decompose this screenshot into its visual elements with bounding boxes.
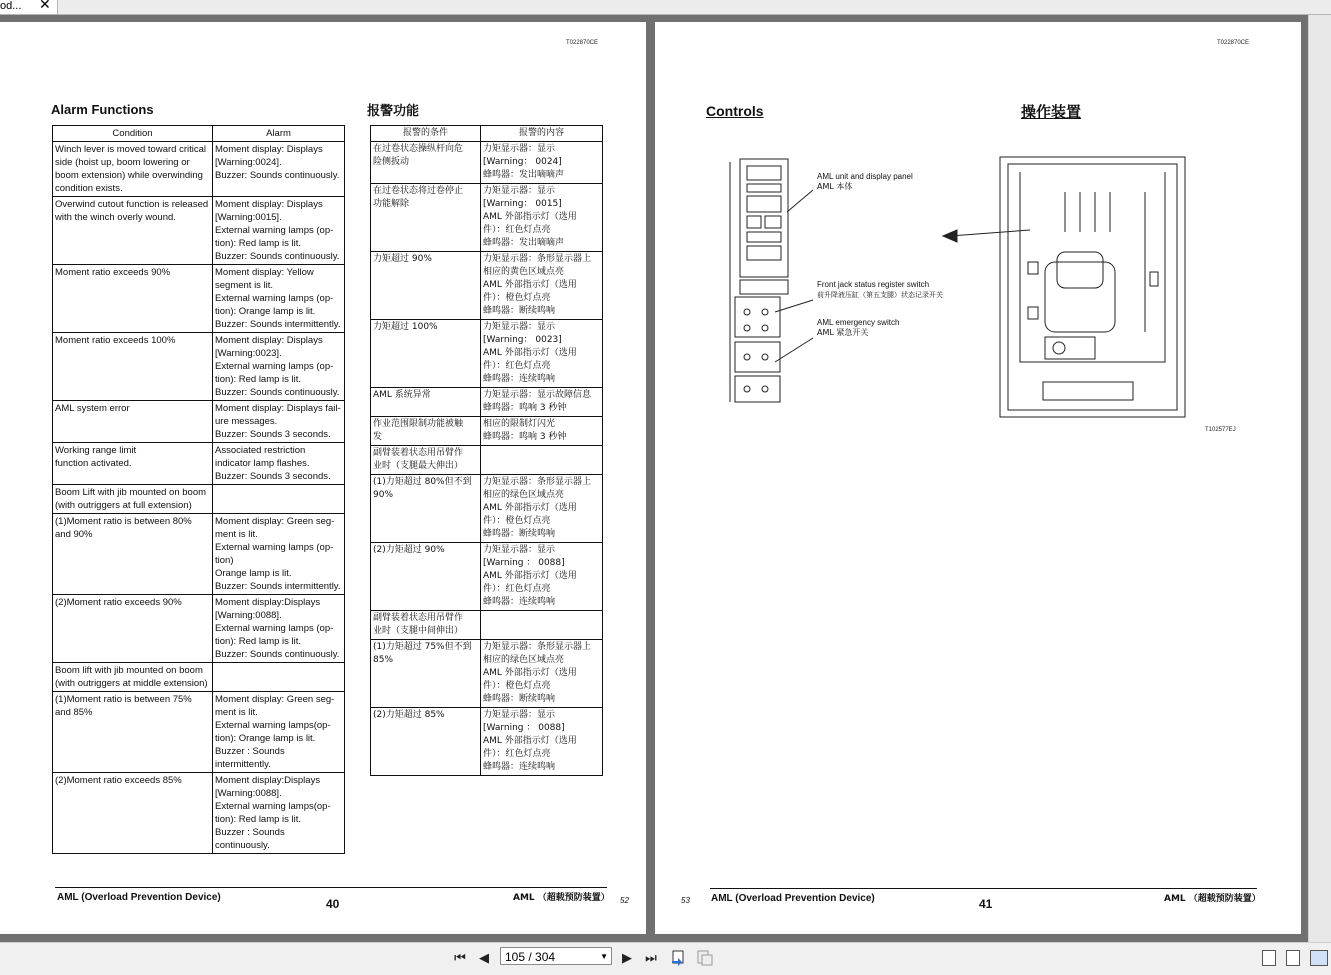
- navigation-toolbar: [0, 942, 1331, 975]
- alarm-cell: 力矩显示器：显示 [Warning： 0015] AML 外部指示灯（选用 件）：红色灯点亮 蜂鸣器：发出嘀嘀声: [481, 184, 603, 252]
- condition-cell: (1)力矩超过 75%但不到 85%: [371, 640, 481, 708]
- table-row: [53, 333, 345, 401]
- page-number: 41: [979, 897, 993, 911]
- label-aml-unit: AML unit and display panel: [817, 172, 913, 181]
- alarm-cell: 力矩显示器：条形显示器上 相应的黄色区域点亮 AML 外部指示灯（选用 件）：橙色灯点亮 蜂鸣器：断续鸣响: [481, 252, 603, 320]
- tab-bar: [0, 0, 1331, 15]
- condition-cell: 力矩超过 100%: [371, 320, 481, 388]
- label-aml-unit-cn: AML 本体: [817, 182, 853, 191]
- next-view-icon[interactable]: [696, 949, 714, 967]
- doc-code: T022870CE: [566, 40, 599, 46]
- footer-title-cn: AML （超载预防装置）: [1164, 894, 1261, 904]
- margin-note: 52: [620, 896, 629, 905]
- table-row: [371, 708, 603, 776]
- table-row: [53, 197, 345, 265]
- column-header-alarm: Alarm: [213, 126, 345, 142]
- table-row: [371, 475, 603, 543]
- vertical-scrollbar[interactable]: [1308, 15, 1331, 942]
- alarm-cell: Moment display: Yellow segment is lit. External warning lamps (op- tion): Orange lamp is lit. Buzzer: Sounds intermittently.: [213, 265, 345, 333]
- document-viewer[interactable]: [0, 15, 1331, 942]
- page-number: 40: [326, 897, 340, 911]
- alarm-cell: 力矩显示器：显示 [Warning： 0023] AML 外部指示灯（选用 件）：红色灯点亮 蜂鸣器：连续鸣响: [481, 320, 603, 388]
- page-40: [0, 22, 646, 934]
- condition-cell: AML 系统异常: [371, 388, 481, 417]
- condition-cell: Moment ratio exceeds 100%: [53, 333, 213, 401]
- condition-cell: Winch lever is moved toward critical side (hoist up, boom lowering or boom extension) while overwinding condition exists.: [53, 142, 213, 197]
- column-header-alarm-cn: 报警的内容: [481, 126, 603, 142]
- alarm-cell: [213, 663, 345, 692]
- table-row: [53, 265, 345, 333]
- facing-pages-view-icon[interactable]: [1310, 950, 1328, 966]
- alarm-cell: 力矩显示器：显示 [Warning ： 0088] AML 外部指示灯（选用 件）：红色灯点亮 蜂鸣器：连续鸣响: [481, 543, 603, 611]
- condition-cell: (1)Moment ratio is between 80% and 90%: [53, 514, 213, 595]
- table-row: [53, 485, 345, 514]
- footer-rule: [710, 888, 1257, 889]
- single-page-view-icon[interactable]: [1262, 950, 1276, 966]
- label-front-jack-cn: 前升降液压缸（第五支腿）状态记录开关: [817, 291, 943, 299]
- alarm-cell: [481, 446, 603, 475]
- alarm-cell: Moment display: Green seg- ment is lit. External warning lamps(op- tion): Orange lamp is lit. Buzzer : Sounds intermittently.: [213, 692, 345, 773]
- page-title-en: Controls: [706, 103, 764, 119]
- condition-cell: (2)力矩超过 85%: [371, 708, 481, 776]
- tab-title: od...: [0, 0, 22, 12]
- condition-cell: 副臂装着状态用吊臂作 业时（支腿中间伸出）: [371, 611, 481, 640]
- previous-view-icon[interactable]: [670, 949, 688, 967]
- table-row: [53, 692, 345, 773]
- alarm-cell: Moment display:Displays [Warning:0088]. External warning lamps(op- tion): Red lamp is lit. Buzzer : Sounds continuously.: [213, 773, 345, 854]
- condition-cell: AML system error: [53, 401, 213, 443]
- page-title-cn: 操作装置: [1021, 103, 1082, 121]
- condition-cell: Boom Lift with jib mounted on boom (with outriggers at full extension): [53, 485, 213, 514]
- doc-code: T022870CE: [1217, 40, 1250, 46]
- alarm-table-cn: [370, 125, 603, 776]
- table-row: [53, 514, 345, 595]
- table-row: [371, 184, 603, 252]
- previous-page-button[interactable]: ◀: [479, 950, 489, 965]
- page-41: [655, 22, 1301, 934]
- table-row: [371, 142, 603, 184]
- first-page-button[interactable]: ⏮: [454, 950, 466, 965]
- table-row: [53, 773, 345, 854]
- page-title-en: Alarm Functions: [51, 102, 154, 117]
- table-row: [53, 142, 345, 197]
- table-row: [371, 252, 603, 320]
- alarm-cell: 力矩显示器：显示 [Warning： 0024] 蜂鸣器：发出嘀嘀声: [481, 142, 603, 184]
- alarm-cell: Moment display: Displays fail- ure messages. Buzzer: Sounds 3 seconds.: [213, 401, 345, 443]
- alarm-cell: [213, 485, 345, 514]
- condition-cell: 在过卷状态操纵杆向危 险侧扳动: [371, 142, 481, 184]
- table-row: [53, 595, 345, 663]
- alarm-cell: Moment display: Displays [Warning:0024]. Buzzer: Sounds continuously.: [213, 142, 345, 197]
- alarm-cell: 力矩显示器：显示故障信息 蜂鸣器：鸣响 3 秒钟: [481, 388, 603, 417]
- alarm-cell: 力矩显示器：显示 [Warning ： 0088] AML 外部指示灯（选用 件）：红色灯点亮 蜂鸣器：连续鸣响: [481, 708, 603, 776]
- alarm-cell: 力矩显示器：条形显示器上 相应的绿色区域点亮 AML 外部指示灯（选用 件）：橙色灯点亮 蜂鸣器：断续鸣响: [481, 475, 603, 543]
- table-row: [371, 543, 603, 611]
- condition-cell: 力矩超过 90%: [371, 252, 481, 320]
- column-header-condition: Condition: [53, 126, 213, 142]
- table-row: [371, 417, 603, 446]
- table-row: [53, 663, 345, 692]
- table-row: [371, 611, 603, 640]
- footer-title-cn: AML （超载预防装置）: [513, 893, 610, 903]
- condition-cell: Working range limit function activated.: [53, 443, 213, 485]
- margin-note: 53: [681, 896, 690, 905]
- table-row: [371, 320, 603, 388]
- condition-cell: Moment ratio exceeds 90%: [53, 265, 213, 333]
- condition-cell: Overwind cutout function is released with the winch overly wound.: [53, 197, 213, 265]
- condition-cell: 在过卷状态将过卷停止 功能解除: [371, 184, 481, 252]
- label-emergency-switch: AML emergency switch: [817, 318, 900, 327]
- table-row: [53, 401, 345, 443]
- alarm-cell: [481, 611, 603, 640]
- alarm-cell: Moment display: Green seg- ment is lit. External warning lamps (op- tion) Orange lamp is lit. Buzzer: Sounds intermittently.: [213, 514, 345, 595]
- alarm-cell: Associated restriction indicator lamp flashes. Buzzer: Sounds 3 seconds.: [213, 443, 345, 485]
- table-row: [371, 640, 603, 708]
- column-header-condition-cn: 报警的条件: [371, 126, 481, 142]
- page-number-value: 105 / 304: [505, 950, 556, 964]
- footer-rule: [55, 887, 607, 888]
- alarm-cell: Moment display: Displays [Warning:0015]. External warning lamps (op- tion): Red lamp is lit. Buzzer: Sounds continuously.: [213, 197, 345, 265]
- table-row: [53, 443, 345, 485]
- alarm-cell: Moment display: Displays [Warning:0023]. External warning lamps (op- tion): Red lamp is lit. Buzzer: Sounds continuously.: [213, 333, 345, 401]
- footer-title: AML (Overload Prevention Device): [57, 892, 221, 903]
- chevron-down-icon[interactable]: ▼: [600, 952, 608, 961]
- table-row: [371, 446, 603, 475]
- next-page-button[interactable]: ▶: [622, 950, 632, 965]
- page-number-input[interactable]: [500, 947, 612, 965]
- condition-cell: (2)Moment ratio exceeds 90%: [53, 595, 213, 663]
- condition-cell: (2)力矩超过 90%: [371, 543, 481, 611]
- alarm-cell: 力矩显示器：条形显示器上 相应的绿色区域点亮 AML 外部指示灯（选用 件）：橙色灯点亮 蜂鸣器：断续鸣响: [481, 640, 603, 708]
- controls-diagram: [725, 132, 1285, 422]
- alarm-cell: Moment display:Displays [Warning:0088]. External warning lamps (op- tion): Red lamp is lit. Buzzer: Sounds continuously.: [213, 595, 345, 663]
- condition-cell: (1)力矩超过 80%但不到 90%: [371, 475, 481, 543]
- label-front-jack: Front jack status register switch: [817, 280, 930, 289]
- footer-title: AML (Overload Prevention Device): [711, 893, 875, 904]
- table-row: [371, 388, 603, 417]
- condition-cell: (1)Moment ratio is between 75% and 85%: [53, 692, 213, 773]
- last-page-button[interactable]: ⏭: [645, 950, 657, 965]
- label-emergency-switch-cn: AML 紧急开关: [817, 328, 869, 337]
- close-icon[interactable]: ✕: [39, 0, 51, 12]
- condition-cell: (2)Moment ratio exceeds 85%: [53, 773, 213, 854]
- condition-cell: 副臂装着状态用吊臂作 业时（支腿最大伸出）: [371, 446, 481, 475]
- condition-cell: Boom lift with jib mounted on boom (with outriggers at middle extension): [53, 663, 213, 692]
- alarm-table-en: [52, 125, 345, 854]
- page-title-cn: 报警功能: [367, 104, 420, 119]
- continuous-view-icon[interactable]: [1286, 950, 1300, 966]
- alarm-cell: 相应的限制灯闪光 蜂鸣器：鸣响 3 秒钟: [481, 417, 603, 446]
- figure-code: T102577EJ: [1205, 427, 1236, 433]
- document-tab[interactable]: [0, 0, 58, 14]
- condition-cell: 作业范围限制功能被触 发: [371, 417, 481, 446]
